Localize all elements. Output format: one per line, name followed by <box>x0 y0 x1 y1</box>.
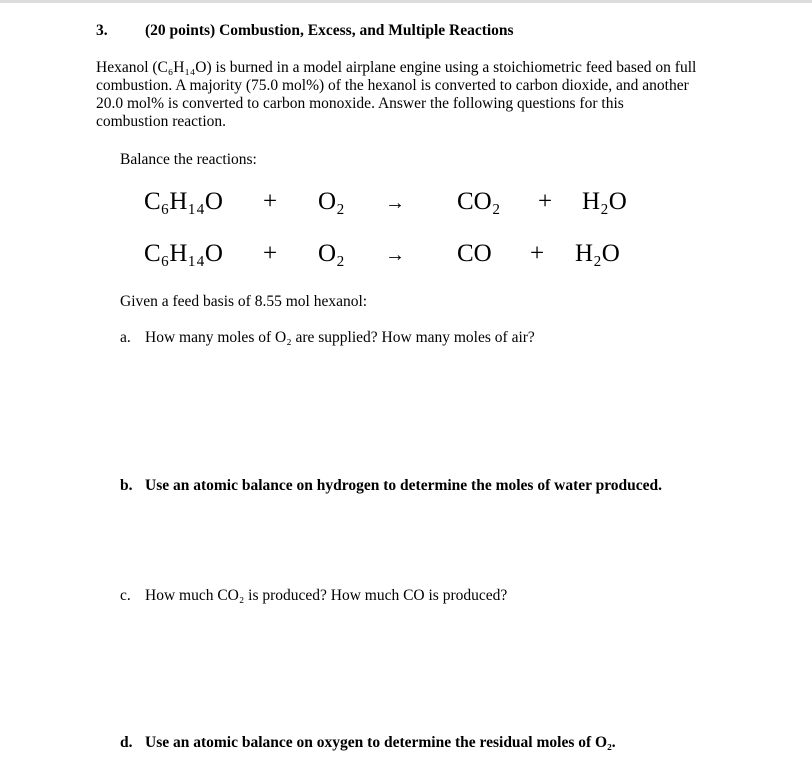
reactant-hexanol: C₆H₁₄O <box>144 188 223 215</box>
plus-sign: + <box>538 188 553 215</box>
product-carbon-dioxide: CO₂ <box>457 188 501 215</box>
plus-sign: + <box>263 188 278 215</box>
intro-line: 20.0 mol% is converted to carbon monoxide. Answer the following questions for this <box>96 95 624 112</box>
product-water: H₂O <box>575 240 620 267</box>
reactant-oxygen: O₂ <box>318 240 345 267</box>
reactant-hexanol: C₆H₁₄O <box>144 240 223 267</box>
part-d-text: Use an atomic balance on oxygen to determine the residual moles of O₂. <box>145 734 616 751</box>
plus-sign: + <box>263 240 278 267</box>
top-divider <box>0 0 812 3</box>
part-b-label: b. <box>120 477 133 494</box>
product-carbon-monoxide: CO <box>457 240 492 267</box>
part-a-label: a. <box>120 329 131 346</box>
intro-line: Hexanol (C₆H₁₄O) is burned in a model airplane engine using a stoichiometric feed based on full <box>96 59 697 76</box>
question-intro <box>96 59 726 131</box>
part-c-label: c. <box>120 587 131 604</box>
plus-sign: + <box>530 240 545 267</box>
part-d-label: d. <box>120 734 133 751</box>
intro-line: combustion. A majority (75.0 mol%) of the hexanol is converted to carbon dioxide, and another <box>96 77 689 94</box>
reactant-oxygen: O₂ <box>318 188 345 215</box>
balance-prompt: Balance the reactions: <box>120 151 257 168</box>
intro-line: combustion reaction. <box>96 113 226 130</box>
reaction-arrow: → <box>385 244 405 266</box>
part-c-text: How much CO₂ is produced? How much CO is produced? <box>145 587 508 604</box>
question-title: (20 points) Combustion, Excess, and Multiple Reactions <box>145 22 514 39</box>
reaction-arrow: → <box>385 192 405 214</box>
product-water: H₂O <box>582 188 627 215</box>
question-number: 3. <box>96 22 108 39</box>
part-a-text: How many moles of O₂ are supplied? How many moles of air? <box>145 329 535 346</box>
part-b-text: Use an atomic balance on hydrogen to determine the moles of water produced. <box>145 477 663 494</box>
feed-basis: Given a feed basis of 8.55 mol hexanol: <box>120 293 368 310</box>
